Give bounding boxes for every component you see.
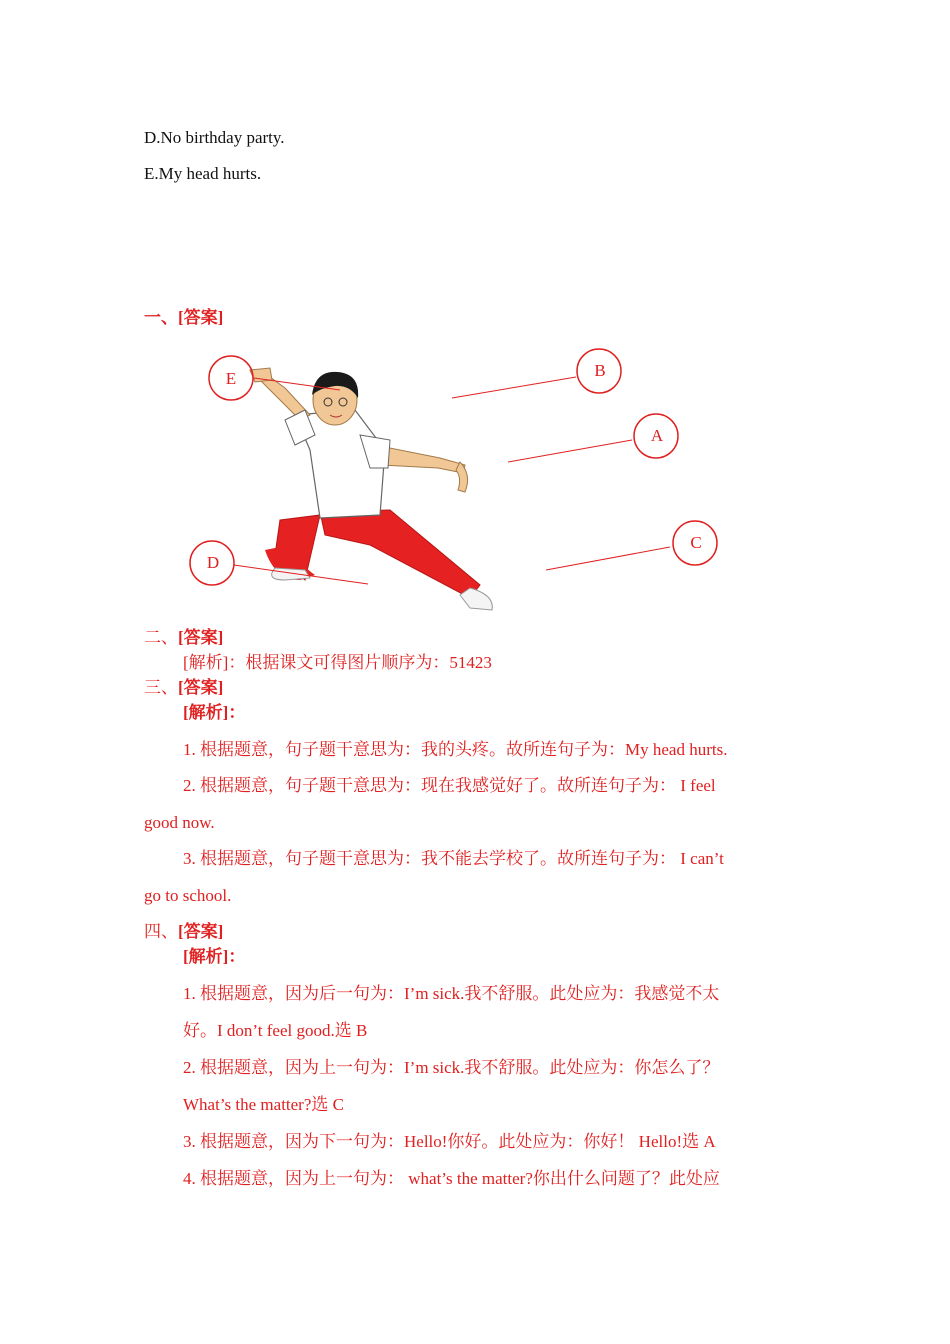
section3-item-1: 1. 根据题意，句子题干意思为：我的头疼。故所连句子为：My head hurts. [183,740,728,759]
section1-num: 一、 [144,308,178,327]
option-d: D.No birthday party. [144,128,285,147]
label-c: C [690,533,702,552]
section1-answer: [答案] [178,308,224,327]
section1-heading [144,307,223,329]
label-a: A [650,426,664,445]
section3-item-3: 3. 根据题意，句子题干意思为：我不能去学校了。故所连句子为： I can’t [183,849,724,868]
section3-heading [144,677,223,699]
section4-item-3: 3. 根据题意，因为下一句为：Hello!你好。此处应为：你好！ Hello!选 A [183,1132,716,1151]
option-e: E.My head hurts. [144,164,262,183]
section3-analysis: [解析]： [183,703,246,722]
section3-item-3-cont: go to school. [144,886,232,905]
section4-heading [144,921,223,943]
section4-analysis: [解析]： [183,947,246,966]
label-line-b [452,377,576,398]
section4-item-4: 4. 根据题意，因为上一句为： what’s the matter?你出什么问题了？此处应 [183,1169,720,1188]
section3-num: 三、 [144,678,178,697]
section4-item-2: 2. 根据题意，因为上一句为：I’m sick.我不舒服。此处应为：你怎么了？ [183,1058,720,1077]
section2-heading [144,627,223,649]
section3-item-2: 2. 根据题意，句子题干意思为：现在我感觉好了。故所连句子为： I feel [183,776,716,795]
section2-answer: [答案] [178,628,224,647]
section2-num: 二、 [144,628,178,647]
label-b: B [594,361,606,380]
label-e: E [225,369,237,388]
section2-analysis: [解析]：根据课文可得图片顺序为：51423 [183,653,492,672]
kungfu-figure [180,340,740,630]
section4-item-1: 1. 根据题意，因为后一句为：I’m sick.我不舒服。此处应为：我感觉不太 [183,984,720,1003]
label-line-a [508,440,632,462]
boy-illustration [250,368,492,610]
section4-answer: [答案] [178,922,224,941]
section4-item-1-cont: 好。I don’t feel good.选 B [183,1021,368,1040]
section3-item-2-cont: good now. [144,813,215,832]
section4-item-2-cont: What’s the matter?选 C [183,1095,344,1114]
label-line-c [546,547,670,570]
label-d: D [206,553,220,572]
section3-answer: [答案] [178,678,224,697]
section4-num: 四、 [144,922,178,941]
